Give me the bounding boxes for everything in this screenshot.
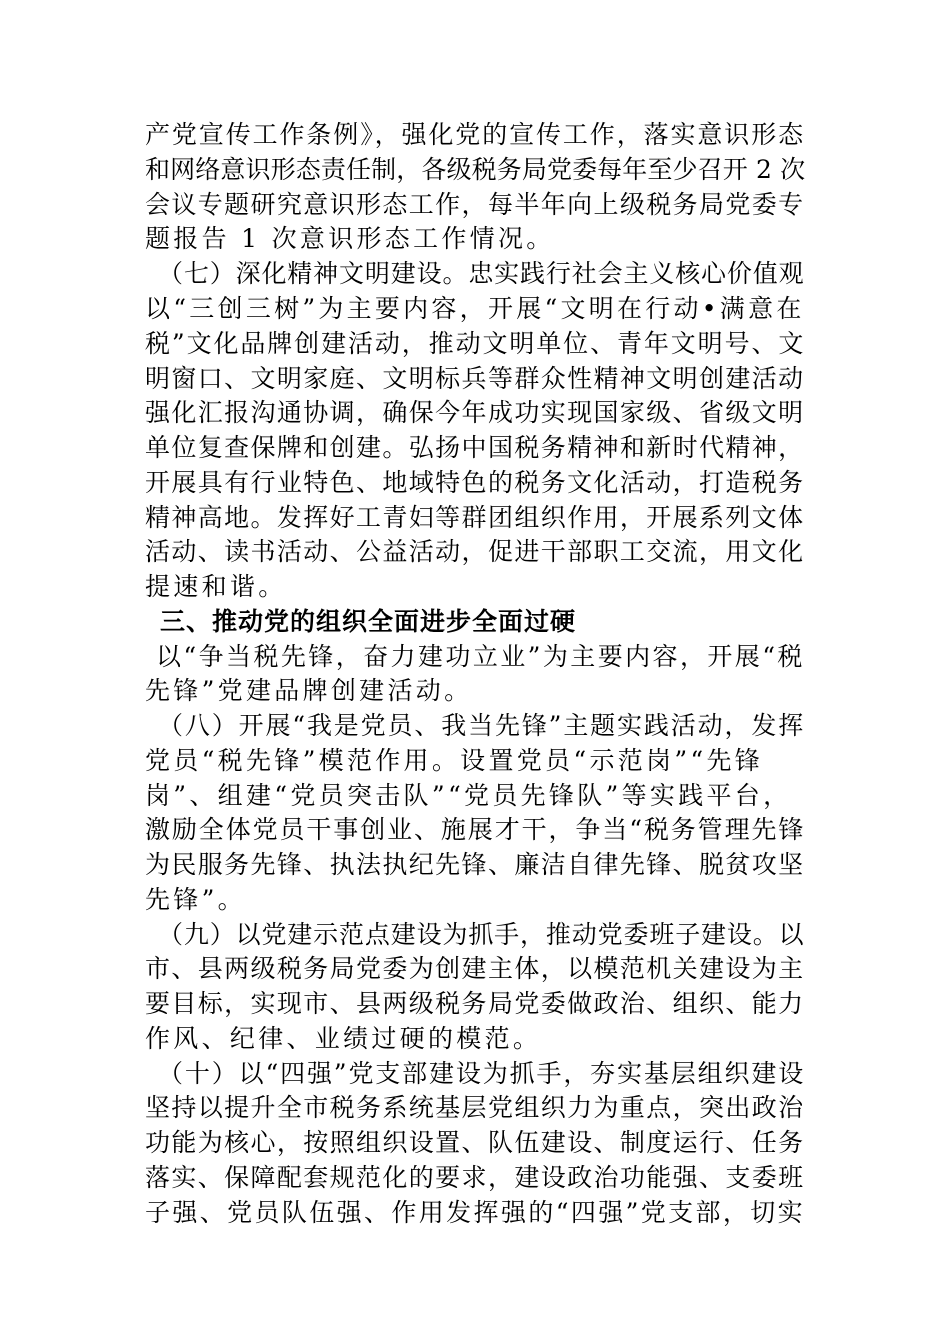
paragraph-start-line: （十）以“四强”党支部建设为抓手，夯实基层组织建设	[158, 1059, 806, 1088]
body-text-line: 落实、保障配套规范化的要求，建设政治功能强、支委班	[145, 1163, 805, 1192]
body-text-line: 为民服务先锋、执法执纪先锋、廉洁自律先锋、脱贫攻坚	[145, 850, 805, 879]
paragraph-start-line: （九）以党建示范点建设为抓手，推动党委班子建设。以	[158, 920, 805, 949]
body-text-line: 要目标，实现市、县两级税务局党委做政治、组织、能力	[145, 989, 805, 1018]
paragraph-start-line: （八）开展“我是党员、我当先锋”主题实践活动，发挥	[158, 711, 806, 740]
body-text-line: 以“三创三树”为主要内容，开展“文明在行动•满意在	[145, 294, 805, 323]
body-text-line: 税”文化品牌创建活动，推动文明单位、青年文明号、文	[145, 329, 806, 358]
body-text-line: 作风、纪律、业绩过硬的模范。	[145, 1024, 542, 1053]
body-text-line: 坚持以提升全市税务系统基层党组织力为重点，突出政治	[145, 1093, 805, 1122]
body-text-line: 市、县两级税务局党委为创建主体，以模范机关建设为主	[145, 954, 805, 983]
body-text-line: 党员“税先锋”模范作用。设置党员“示范岗”“先锋	[145, 746, 764, 775]
section-heading: 三、推动党的组织全面进步全面过硬	[160, 607, 577, 636]
body-text-line: 强化汇报沟通协调，确保今年成功实现国家级、省级文明	[145, 398, 805, 427]
body-text-line: 岗”、组建“党员突击队”“党员先锋队”等实践平台，	[145, 781, 792, 810]
body-text-line: 和网络意识形态责任制，各级税务局党委每年至少召开 2 次	[145, 155, 806, 184]
body-text-line: 产党宣传工作条例》，强化党的宣传工作，落实意识形态	[145, 120, 806, 149]
body-text-line: 子强、党员队伍强、作用发挥强的“四强”党支部，切实	[145, 1198, 806, 1227]
paragraph-start-line: 以“争当税先锋，奋力建功立业”为主要内容，开展“税	[156, 642, 805, 671]
body-text-line: 单位复查保牌和创建。弘扬中国税务精神和新时代精神，	[145, 433, 805, 462]
body-text-line: 活动、读书活动、公益活动，促进干部职工交流，用文化	[145, 537, 805, 566]
body-text-line: 先锋”党建品牌创建活动。	[145, 676, 473, 705]
body-text-line: 会议专题研究意识形态工作，每半年向上级税务局党委专	[145, 190, 805, 219]
body-text-line: 激励全体党员干事创业、施展才干，争当“税务管理先锋	[145, 815, 806, 844]
body-text-line: 开展具有行业特色、地域特色的税务文化活动，打造税务	[145, 468, 805, 497]
body-text-line: 提速和谐。	[145, 572, 287, 601]
body-text-line: 先锋”。	[145, 885, 246, 914]
body-text-line: 明窗口、文明家庭、文明标兵等群众性精神文明创建活动	[145, 364, 805, 393]
body-text-line: 题报告 1 次意识形态工作情况。	[145, 224, 555, 253]
paragraph-start-line: （七）深化精神文明建设。忠实践行社会主义核心价值观	[158, 259, 805, 288]
body-text-line: 功能为核心，按照组织设置、队伍建设、制度运行、任务	[145, 1128, 805, 1157]
body-text-line: 精神高地。发挥好工青妇等群团组织作用，开展系列文体	[145, 503, 805, 532]
